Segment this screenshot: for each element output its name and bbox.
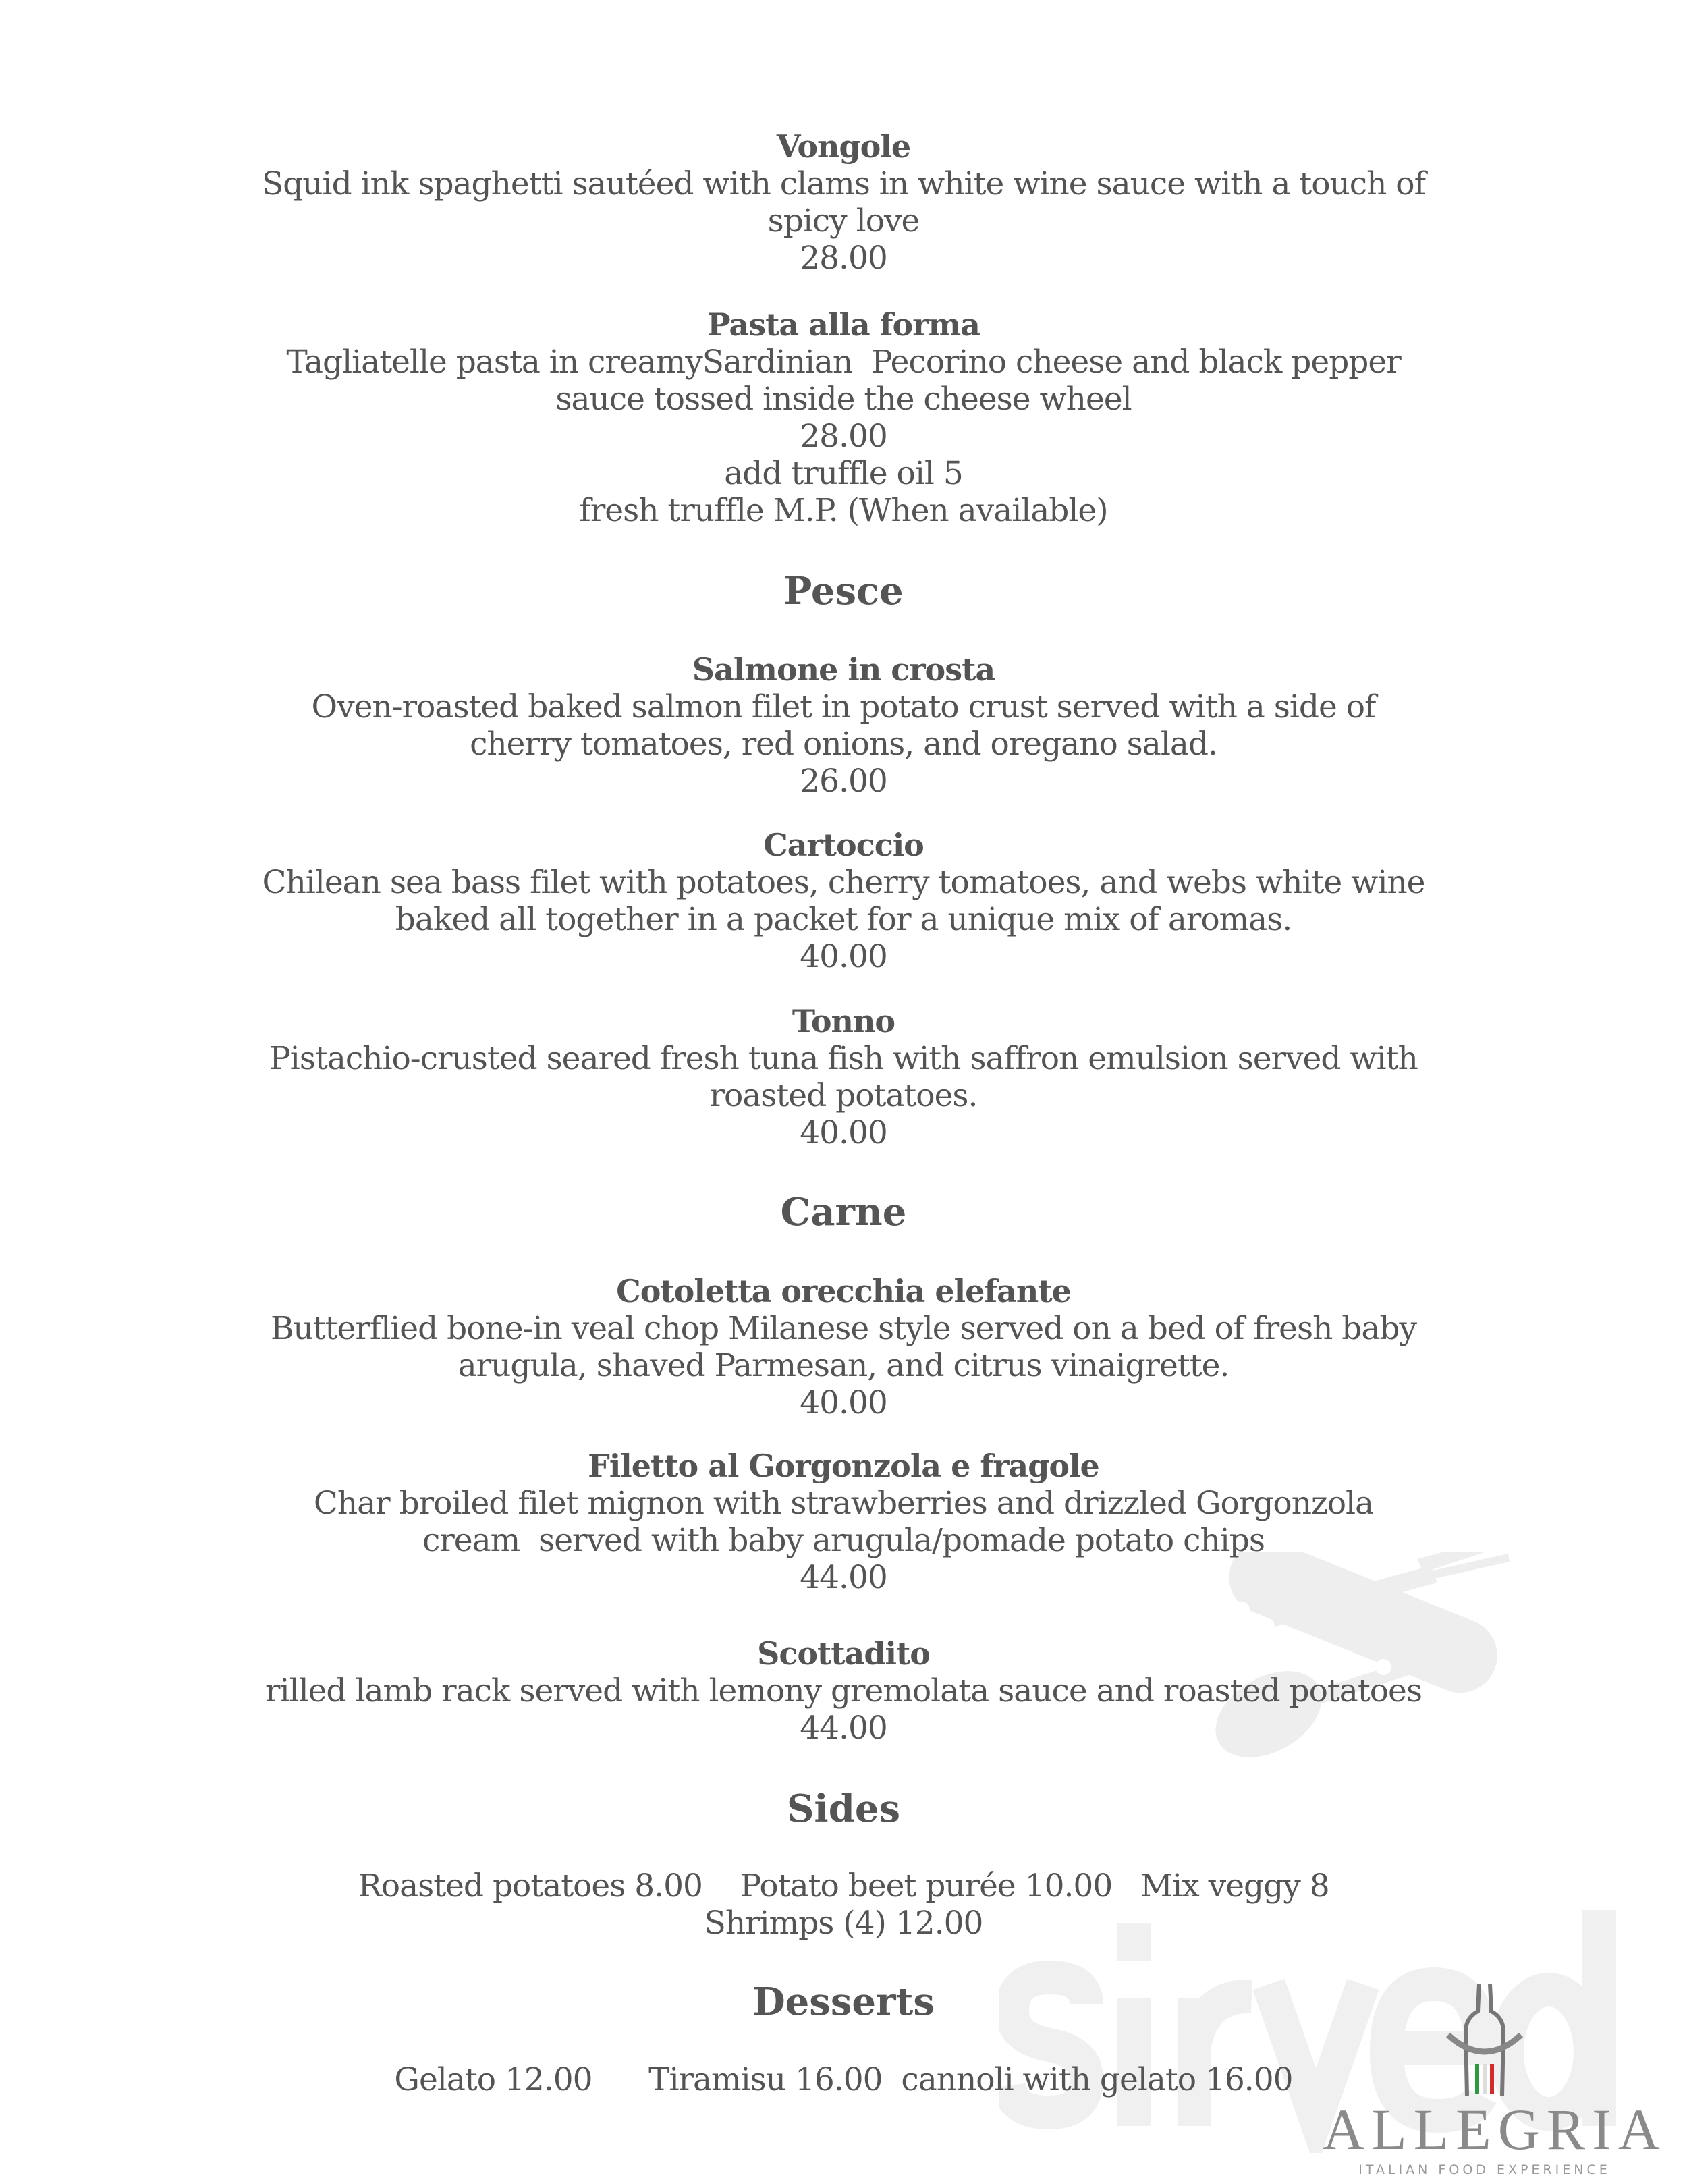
item-description: arugula, shaved Parmesan, and citrus vinaigrette. bbox=[458, 1347, 1229, 1384]
item-price: 40.00 bbox=[800, 1114, 887, 1151]
section-title-pesce: Pesce bbox=[783, 569, 904, 613]
menu-item bbox=[0, 827, 1687, 975]
item-price: 44.00 bbox=[800, 1559, 887, 1596]
item-name: Filetto al Gorgonzola e fragole bbox=[588, 1448, 1099, 1484]
section-title-desserts: Desserts bbox=[752, 1980, 935, 2024]
menu-item bbox=[0, 1635, 1687, 1747]
item-name: Pasta alla forma bbox=[707, 306, 980, 343]
section-title-carne: Carne bbox=[780, 1190, 907, 1234]
item-description: Squid ink spaghetti sautéed with clams in white wine sauce with a touch of bbox=[262, 165, 1425, 202]
item-name: Cotoletta orecchia elefante bbox=[616, 1273, 1071, 1309]
item-description: cherry tomatoes, red onions, and oregano salad. bbox=[470, 726, 1217, 763]
brand-name: ALLEGRIA bbox=[1323, 2097, 1667, 2162]
item-extra: fresh truffle M.P. (When available) bbox=[579, 492, 1108, 529]
fork-smile-icon bbox=[1444, 1984, 1525, 2099]
allegria-logo bbox=[1323, 1795, 1667, 2177]
sides-line: Roasted potatoes 8.00 Potato beet purée 10.00 Mix veggy 8 bbox=[358, 1867, 1329, 1905]
item-description: Oven-roasted baked salmon filet in potato crust served with a side of bbox=[311, 688, 1376, 726]
section-title-sides: Sides bbox=[786, 1786, 901, 1831]
item-name: Vongole bbox=[776, 128, 911, 165]
item-description: baked all together in a packet for a unique mix of aromas. bbox=[395, 901, 1292, 938]
item-name: Tonno bbox=[792, 1003, 895, 1039]
menu-item bbox=[0, 306, 1687, 529]
item-description: Pistachio-crusted seared fresh tuna fish with saffron emulsion served with bbox=[269, 1040, 1418, 1077]
item-name: Cartoccio bbox=[763, 827, 924, 863]
desserts-line: Gelato 12.00 Tiramisu 16.00 cannoli with gelato 16.00 bbox=[394, 2061, 1293, 2098]
item-description: cream served with baby arugula/pomade potato chips bbox=[422, 1522, 1265, 1559]
brand-tagline: ITALIAN FOOD EXPERIENCE bbox=[1358, 2162, 1611, 2177]
item-description: Chilean sea bass filet with potatoes, cherry tomatoes, and webs white wine bbox=[262, 864, 1425, 901]
menu-item bbox=[0, 128, 1687, 277]
item-price: 40.00 bbox=[800, 1384, 887, 1421]
item-description: roasted potatoes. bbox=[709, 1077, 978, 1114]
item-price: 28.00 bbox=[800, 240, 887, 277]
item-description: spicy love bbox=[767, 202, 920, 240]
menu-item bbox=[0, 651, 1687, 800]
item-description: Tagliatelle pasta in creamySardinian Pecorino cheese and black pepper bbox=[286, 344, 1401, 381]
item-name: Scottadito bbox=[757, 1635, 930, 1672]
item-price: 44.00 bbox=[800, 1710, 887, 1747]
menu-item bbox=[0, 1273, 1687, 1421]
item-price: 40.00 bbox=[800, 938, 887, 975]
sides-line: Shrimps (4) 12.00 bbox=[704, 1905, 983, 1942]
item-description: sauce tossed inside the cheese wheel bbox=[555, 381, 1132, 418]
menu-item bbox=[0, 1003, 1687, 1151]
item-price: 28.00 bbox=[800, 418, 887, 455]
item-description: Butterflied bone-in veal chop Milanese style served on a bed of fresh baby bbox=[270, 1310, 1417, 1347]
item-extra: add truffle oil 5 bbox=[724, 455, 963, 492]
item-description: rilled lamb rack served with lemony gremolata sauce and roasted potatoes bbox=[265, 1672, 1422, 1710]
menu-item bbox=[0, 1448, 1687, 1596]
item-description: Char broiled filet mignon with strawberries and drizzled Gorgonzola bbox=[313, 1485, 1374, 1522]
item-price: 26.00 bbox=[800, 763, 887, 800]
item-name: Salmone in crosta bbox=[692, 651, 995, 688]
